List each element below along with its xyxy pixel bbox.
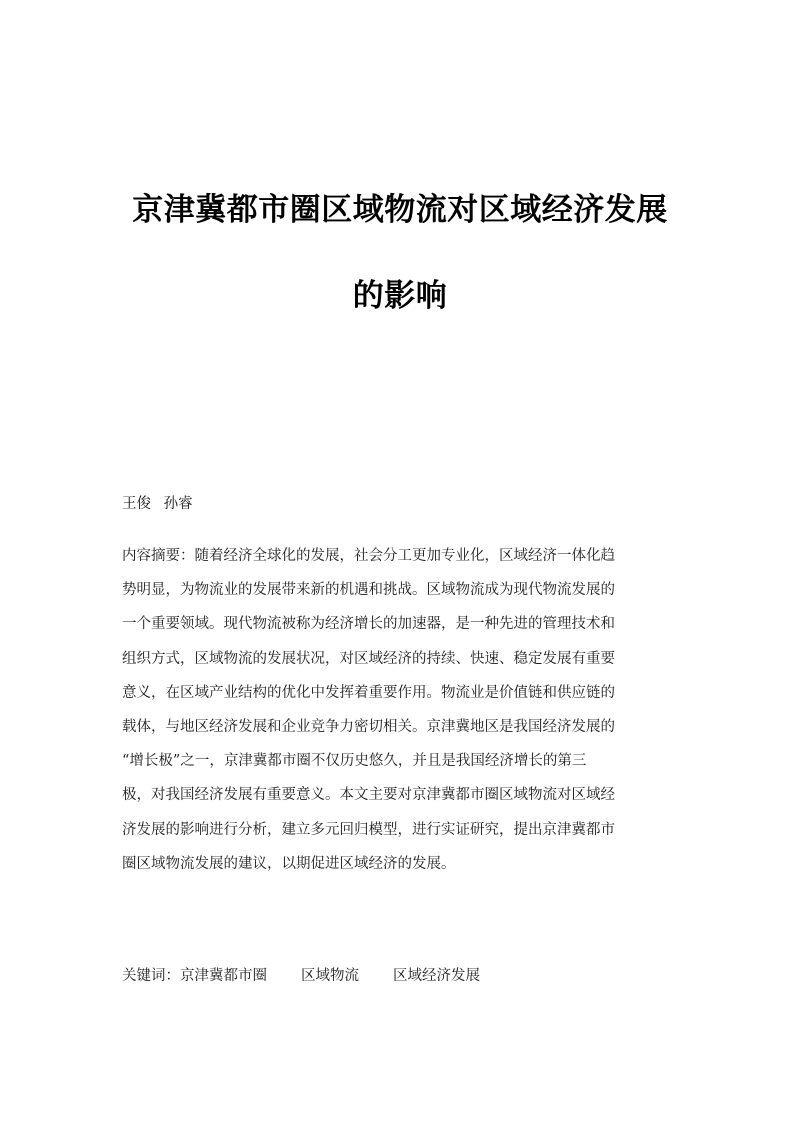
abstract-line: 内容摘要：随着经济全球化的发展，社会分工更加专业化，区域经济一体化趋 bbox=[122, 548, 615, 564]
abstract-line: “增长极”之一，京津冀都市圈不仅历史悠久，并且是我国经济增长的第三 bbox=[122, 753, 587, 770]
abstract-line: 意义，在区域产业结构的优化中发挥着重要作用。物流业是价值链和供应链的 bbox=[122, 684, 615, 701]
keyword: 京津冀都市圈 bbox=[180, 968, 267, 984]
author-name: 王俊 bbox=[122, 496, 151, 512]
title-line-2: 的影响 bbox=[352, 278, 448, 314]
abstract-line: 一个重要领域。现代物流被称为经济增长的加速器，是一种先进的管理技术和 bbox=[122, 616, 615, 633]
abstract-line: 济发展的影响进行分析，建立多元回归模型，进行实证研究，提出京津冀都市 bbox=[122, 821, 615, 838]
keywords-label: 关键词： bbox=[122, 968, 180, 984]
abstract-line: 圈区域物流发展的建议，以期促进区域经济的发展。 bbox=[122, 855, 456, 872]
abstract bbox=[122, 539, 678, 881]
title-line-1: 京津冀都市圈区域物流对区域经济发展 bbox=[132, 192, 668, 228]
keywords bbox=[122, 966, 480, 986]
abstract-line: 组织方式，区域物流的发展状况，对区域经济的持续、快速、稳定发展有重要 bbox=[122, 650, 615, 667]
keyword: 区域经济发展 bbox=[393, 968, 480, 984]
abstract-line: 势明显，为物流业的发展带来新的机遇和挑战。区域物流成为现代物流发展的 bbox=[122, 582, 615, 599]
keyword: 区域物流 bbox=[301, 968, 359, 984]
abstract-line: 载体，与地区经济发展和企业竞争力密切相关。京津冀地区是我国经济发展的 bbox=[122, 719, 615, 736]
author-list bbox=[122, 494, 193, 514]
author-name: 孙睿 bbox=[163, 496, 193, 512]
abstract-line: 极，对我国经济发展有重要意义。本文主要对京津冀都市圈区域物流对区域经 bbox=[122, 787, 615, 804]
